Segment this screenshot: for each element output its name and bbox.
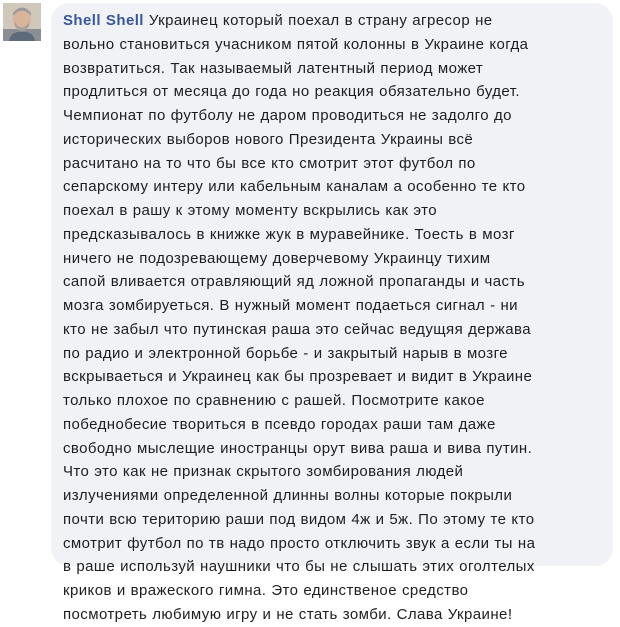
user-avatar-photo-icon bbox=[3, 3, 41, 41]
comment-body bbox=[63, 9, 603, 627]
comment-line: смотрит футбол по тв надо просто отключить звук а если ты на bbox=[63, 534, 536, 552]
comment-line: посмотреть любимую игру и не стать зомби. Слава Украине! bbox=[63, 605, 513, 623]
comment-line: почти всю територию раши под видом 4ж и 5ж. По этому те кто bbox=[63, 510, 535, 528]
comment-line: Чемпионат по футболу не даром проводиться не задолго до bbox=[63, 107, 512, 124]
comment-line: исторических выборов нового Президента Украины всё bbox=[63, 130, 474, 148]
comment-bubble bbox=[51, 3, 613, 623]
comment-line: возвратиться. Так называемый латентный период может bbox=[63, 59, 484, 77]
comment-line: сепарскому интеру или кабельным каналам а особенно те кто bbox=[63, 178, 526, 196]
comment-line: мозга зомбируеться. В нужный момент подаеться сигнал - ни bbox=[63, 297, 518, 314]
comment-line: ничего не подозревающему доверчевому Украинцу тихим bbox=[63, 249, 491, 267]
comment-line: продлиться от месяца до года но реакция обязательно будет. bbox=[63, 83, 520, 101]
comment-line bbox=[63, 9, 603, 33]
comment-line: вскрываеться и Украинец как бы прозревает и видит в Украине bbox=[63, 368, 533, 386]
author-avatar[interactable] bbox=[3, 3, 41, 41]
author-name-link[interactable]: Shell Shell bbox=[63, 12, 144, 29]
comment-line: кто не забыл что путинская раша это сейчас ведущяя держава bbox=[63, 320, 531, 338]
comment-line: расчитано на то что бы все кто смотрит этот футбол по bbox=[63, 154, 476, 172]
comment-line: победнобесие твориться в псевдо городах раши там даже bbox=[63, 415, 496, 433]
comment-line: излучениями определенной длинны волны которые покрыли bbox=[63, 487, 513, 504]
comment-line: Что это как не признак скрытого зомбирования людей bbox=[63, 463, 464, 481]
comment-line: криков и вражеского гимна. Это единственое средство bbox=[63, 582, 469, 599]
comment-line: предсказывалось в книжке жук в муравейнике. Тоесть в мозг bbox=[63, 225, 515, 243]
comment-line: сапой вливается отравляющий яд ложной пропаганды и часть bbox=[63, 273, 525, 291]
comment-line: по радио и электронной борьбе - и закрытый нарыв в мозге bbox=[63, 344, 508, 362]
comment-line: только плохое по сравнению с рашей. Посмотрите какое bbox=[63, 392, 485, 409]
comment-line: в раше используй наушники что бы не слышать этих оголтелых bbox=[63, 558, 535, 576]
comment-line: вольно становиться учасником пятой колонны в Украине когда bbox=[63, 35, 529, 53]
comment-text-segment: Украинец который поехал в страну агресор не bbox=[148, 12, 493, 29]
comment-line: свободно мыслещие иностранцы орут вива раша и вива путин. bbox=[63, 439, 533, 457]
comment-line: поехал в рашу к этому моменту вскрылись как это bbox=[63, 202, 438, 219]
